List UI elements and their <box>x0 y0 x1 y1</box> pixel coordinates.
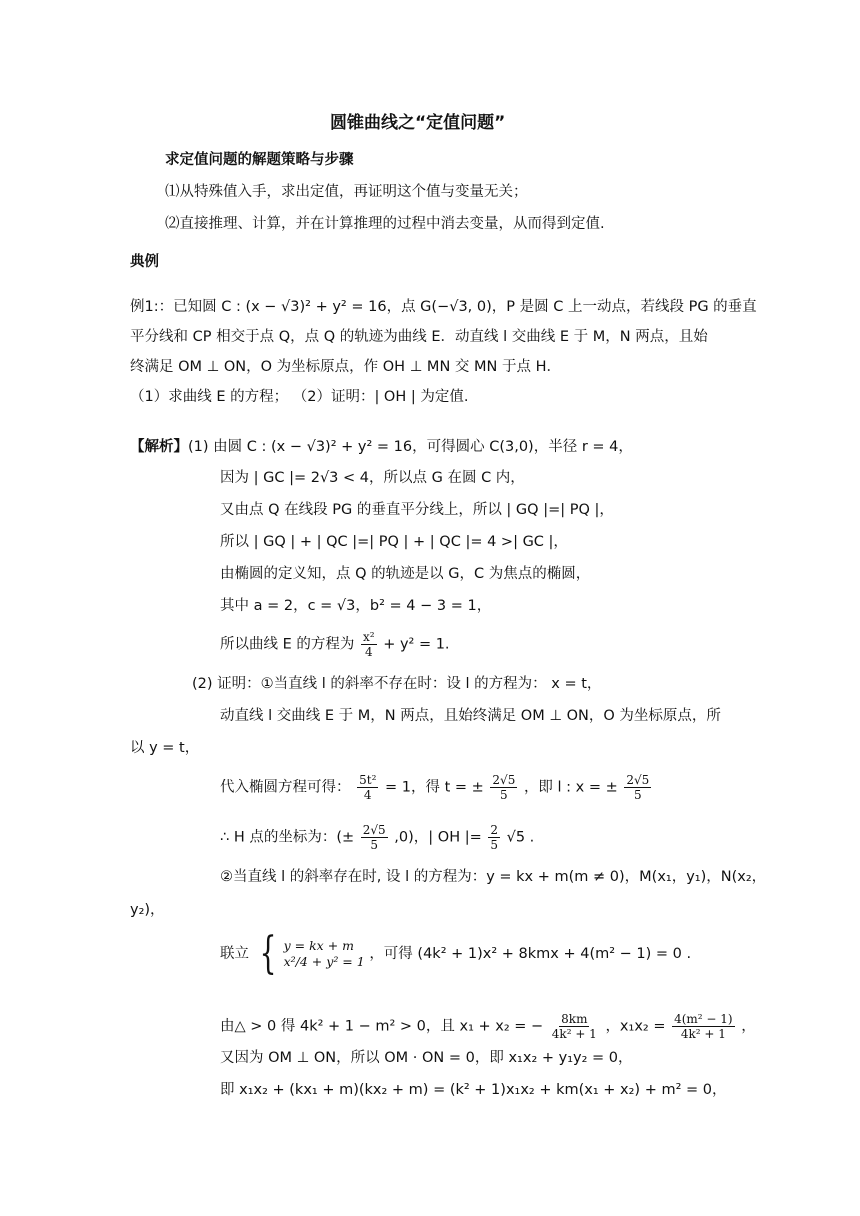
solution-first-line <box>130 436 633 458</box>
part2-line-4 <box>220 773 653 802</box>
part2-line-7: y₂)， <box>130 902 165 918</box>
fraction-numerator: 4(m² − 1) <box>674 1012 733 1026</box>
part1-line-6: 其中 a = 2，c = √3，b² = 4 − 3 = 1， <box>220 598 492 614</box>
part2-line-9 <box>220 1012 756 1041</box>
part1-line-2: 因为 | GC |= 2√3 < 4，所以点 G 在圆 C 内， <box>220 470 525 486</box>
page-title: 圆锥曲线之“定值问题” <box>330 113 506 133</box>
example-line-4: （1）求曲线 E 的方程； （2）证明：| OH | 为定值. <box>130 389 469 405</box>
fraction <box>672 1012 735 1041</box>
fraction-denominator: 4 <box>363 788 372 802</box>
part2-line-5 <box>220 823 534 852</box>
part1-line-5: 由椭圆的定义知，点 Q 的轨迹是以 G，C 为焦点的椭圆， <box>220 566 591 582</box>
fraction-numerator: 2√5 <box>626 773 650 787</box>
fraction-denominator: 5 <box>370 838 379 852</box>
fraction-denominator: 5 <box>490 838 498 852</box>
fraction <box>490 773 517 802</box>
part2-line-1: (2) 证明：①当直线 l 的斜率不存在时：设 l 的方程为： x = t， <box>192 676 602 692</box>
part2-line-8 <box>220 928 692 979</box>
strategy-step-1: ⑴从特殊值入手，求出定值，再证明这个值与变量无关； <box>165 184 528 200</box>
section-label: 典例 <box>130 254 159 270</box>
part1-line-1: (1) 由圆 C : (x − √3)² + y² = 16，可得圆心 C(3,0)，半径 r = 4， <box>188 439 633 455</box>
part1-line-3: 又由点 Q 在线段 PG 的垂直平分线上，所以 | GQ |=| PQ |， <box>220 502 614 518</box>
part2-line-8-text: 联立 <box>220 946 249 962</box>
system-equation-1: y = kx + m <box>283 938 354 953</box>
part2-line-3: 以 y = t， <box>130 740 200 756</box>
system-equation-2: x²/4 + y² = 1 <box>283 954 365 969</box>
part2-line-10: 又因为 OM ⊥ ON，所以 OM · ON = 0，即 x₁x₂ + y₁y₂ = 0， <box>220 1050 633 1066</box>
example-line-3: 终满足 OM ⊥ ON，O 为坐标原点，作 OH ⊥ MN 交 MN 于点 H． <box>130 359 561 375</box>
part2-line-4-tail: ，即 l : x = ± <box>523 779 618 796</box>
fraction-numerator: x² <box>363 630 375 644</box>
fraction-numerator: 2 <box>490 823 498 837</box>
part2-line-4-text: 代入椭圆方程可得： <box>220 779 351 796</box>
fraction-numerator: 8km <box>561 1012 588 1026</box>
part2-line-6: ②当直线 l 的斜率存在时, 设 l 的方程为：y = kx + m(m ≠ 0)，M(x₁，y₁)，N(x₂， <box>220 869 767 885</box>
fraction-denominator: 5 <box>500 788 508 802</box>
equation-system <box>254 928 365 979</box>
fraction-numerator: 2√5 <box>362 823 386 837</box>
strategy-step-2: ⑵直接推理、计算，并在计算推理的过程中消去变量，从而得到定值. <box>165 216 605 232</box>
part2-line-9-mid: ，x₁x₂ = <box>605 1018 666 1035</box>
part2-line-9-tail: ， <box>741 1018 756 1035</box>
part2-line-8-tail: ，可得 (4k² + 1)x² + 8kmx + 4(m² − 1) = 0 . <box>369 946 692 962</box>
fraction <box>624 773 651 802</box>
fraction-numerator: 2√5 <box>492 773 516 787</box>
part2-line-5-tail: √5 . <box>506 829 535 846</box>
part1-line-7-tail: + y² = 1. <box>383 636 450 653</box>
fraction <box>357 773 378 802</box>
fraction-denominator: 4k² + 1 <box>551 1027 597 1041</box>
solution-label: 【解析】 <box>130 439 188 455</box>
part2-line-4-mid: = 1，得 t = ± <box>385 779 484 796</box>
part2-line-5-text: ∴ H 点的坐标为：(± <box>220 829 355 846</box>
part1-line-7-text: 所以曲线 E 的方程为 <box>220 636 355 653</box>
fraction-denominator: 4 <box>364 645 373 659</box>
fraction <box>361 823 388 852</box>
strategy-heading: 求定值问题的解题策略与步骤 <box>165 152 354 168</box>
ellipse-fraction <box>361 630 377 659</box>
part2-line-2: 动直线 l 交曲线 E 于 M，N 两点，且始终满足 OM ⊥ ON，O 为坐标原点，所 <box>220 708 721 724</box>
part2-line-5-mid: ,0)，| OH |= <box>394 829 482 846</box>
fraction-numerator: 5t² <box>359 773 377 787</box>
fraction <box>550 1012 599 1041</box>
fraction-denominator: 4k² + 1 <box>680 1027 726 1041</box>
part2-line-9-text: 由△ > 0 得 4k² + 1 − m² > 0，且 x₁ + x₂ = − <box>220 1018 544 1035</box>
example-line-1: 例1:：已知圆 C : (x − √3)² + y² = 16，点 G(−√3, 0)，P 是圆 C 上一动点，若线段 PG 的垂直 <box>130 299 757 315</box>
example-line-2: 平分线和 CP 相交于点 Q，点 Q 的轨迹为曲线 E．动直线 l 交曲线 E 于 M，N 两点，且始 <box>130 329 708 345</box>
part1-line-4: 所以 | GQ | + | QC |=| PQ | + | QC |= 4 >| GC |， <box>220 534 568 550</box>
part2-line-11: 即 x₁x₂ + (kx₁ + m)(kx₂ + m) = (k² + 1)x₁x₂ + km(x₁ + x₂) + m² = 0， <box>220 1082 727 1098</box>
system-lines <box>284 938 365 970</box>
fraction <box>488 823 500 852</box>
fraction-denominator: 5 <box>634 788 642 802</box>
part1-line-7 <box>220 630 450 659</box>
left-brace: { <box>259 928 277 979</box>
